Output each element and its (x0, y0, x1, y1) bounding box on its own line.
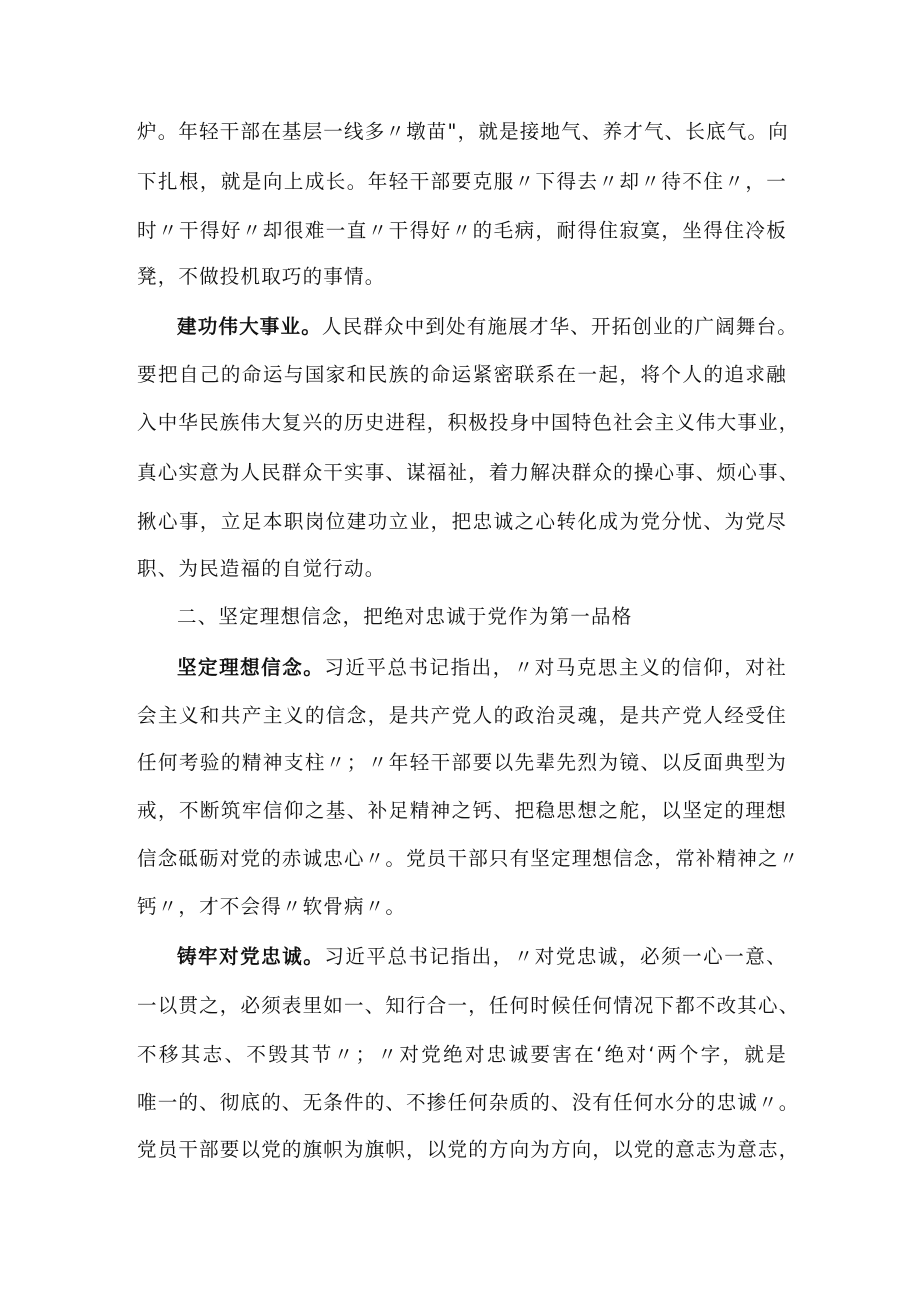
text-line: 信念砥砺对党的赤诚忠心〃。党员干部只有坚定理想信念，常补精神之〃 (137, 847, 800, 870)
text-line: 一以贯之，必须表里如一、知行合一，任何时候任何情况下都不改其心、 (137, 994, 800, 1017)
text-line: 职、为民造福的自觉行动。 (137, 557, 386, 580)
text-line: 钙〃，才不会得〃软骨病〃。 (137, 895, 407, 918)
paragraph-heading: 坚定理想信念。 (177, 656, 325, 679)
text-line: 真心实意为人民群众干实事、谋福祉，着力解决群众的操心事、烦心事、 (137, 461, 800, 484)
paragraph-heading: 铸牢对党忠诚。 (177, 945, 325, 968)
text-line: 要把自己的命运与国家和民族的命运紧密联系在一起，将个人的追求融 (137, 363, 787, 386)
text-line: 会主义和共产主义的信念，是共产党人的政治灵魂，是共产党人经受住 (137, 704, 787, 727)
paragraph-first-line (177, 654, 787, 682)
text-span: 习近平总书记指出，〃对马克思主义的信仰，对社 (324, 656, 787, 679)
text-span: 习近平总书记指出，〃对党忠诚，必须一心一意、 (324, 945, 787, 968)
text-span: 人民群众中到处有施展才华、开拓创业的广阔舞台。 (321, 315, 799, 338)
text-line: 揪心事，立足本职岗位建功立业，把忠诚之心转化成为党分忧、为党尽 (137, 510, 787, 533)
paragraph-first-line (177, 313, 799, 341)
text-line: 党员干部要以党的旗帜为旗帜，以党的方向为方向，以党的意志为意志， (137, 1138, 800, 1161)
text-line: 不移其志、不毁其节〃；〃对党绝对忠诚要害在‘绝对‘两个字，就是 (137, 1043, 787, 1066)
text-line: 唯一的、彻底的、无条件的、不掺任何杂质的、没有任何水分的忠诚〃。 (137, 1091, 800, 1114)
paragraph-first-line (177, 943, 787, 971)
text-line: 凳，不做投机取巧的事情。 (137, 265, 386, 288)
text-line: 下扎根，就是向上成长。年轻干部要克服〃下得去〃却〃待不住〃，一 (137, 170, 787, 193)
text-line: 入中华民族伟大复兴的历史进程，积极投身中国特色社会主义伟大事业， (137, 411, 800, 434)
section-title: 二、坚定理想信念，把绝对忠诚于党作为第一品格 (177, 605, 633, 628)
paragraph-heading: 建功伟大事业。 (177, 315, 322, 338)
text-line: 戒，不断筑牢信仰之基、补足精神之钙、把稳思想之舵，以坚定的理想 (137, 799, 787, 822)
text-line: 时〃干得好〃却很难一直〃干得好〃的毛病，耐得住寂寞，坐得住冷板 (137, 219, 787, 242)
text-line: 炉。年轻干部在基层一线多〃墩苗"，就是接地气、养才气、长底气。向 (137, 120, 789, 143)
text-line: 任何考验的精神支柱〃；〃年轻干部要以先辈先烈为镜、以反面典型为 (137, 751, 787, 774)
